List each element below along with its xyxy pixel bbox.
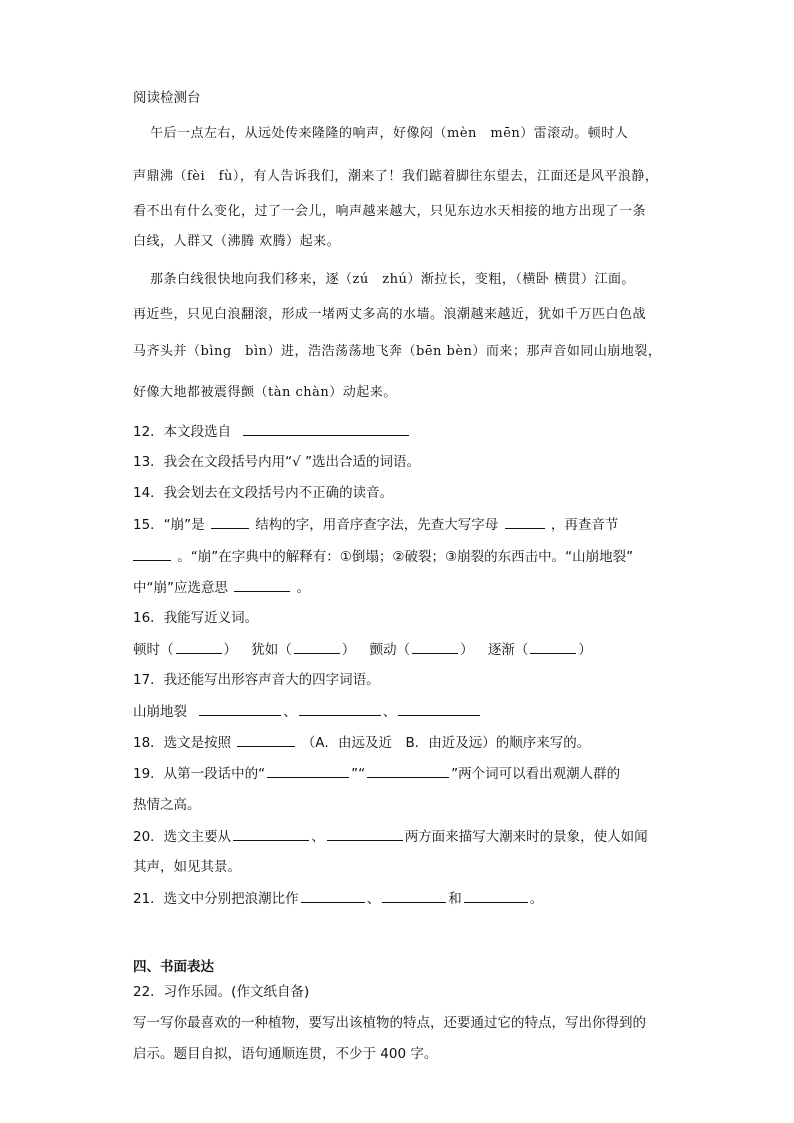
q18-part-a: 18．选文是按照 (133, 735, 232, 751)
q19-part-c: ”两个词可以看出观潮人群的 (451, 766, 621, 782)
answer-blank-15-meaning[interactable] (234, 577, 290, 592)
answer-blank-19-2[interactable] (367, 763, 449, 778)
question-22: 22．习作乐园。(作文纸自备) (133, 984, 310, 1000)
q15-part-f: 。 (296, 580, 311, 596)
q20-part-c: 两方面来描写大潮来时的景象，使人如闻 (404, 829, 648, 845)
question-21 (133, 888, 543, 909)
question-16-items (133, 639, 592, 660)
q20-part-b: 、 (311, 829, 325, 845)
q17-example-word: 山崩地裂 (133, 704, 187, 720)
q15-part-d: 。“崩”在字典中的解释有：①倒塌；②破裂；③崩裂的东西击中。“山崩地裂” (177, 549, 634, 565)
passage-line-5: 那条白线很快地向我们移来，逐（zú zhú）渐拉长，变粗，（横卧 横贯）江面。 (150, 272, 635, 287)
section-4-title: 四、书面表达 (133, 959, 214, 975)
passage-line-2: 声鼎沸（fèi fù），有人告诉我们，潮来了！我们踮着脚往东望去，江面还是风平浪静， (133, 169, 659, 184)
q15-part-e: 中“崩”应选意思 (133, 580, 228, 596)
passage-line-4: 白线，人群又（沸腾 欢腾）起来。 (133, 234, 341, 249)
q21-part-a: 21．选文中分别把浪潮比作 (133, 891, 299, 907)
answer-blank-21-3[interactable] (464, 888, 528, 903)
synonym-blank-1[interactable] (176, 639, 222, 654)
synonym-label-1: 顿时（ (133, 642, 174, 658)
q18-part-b: （A．由远及近 B．由近及远）的顺序来写的。 (301, 735, 591, 751)
answer-blank-15-letter[interactable] (505, 514, 545, 529)
q15-part-a: 15．“崩”是 (133, 517, 205, 533)
synonym-label-2: 犹如（ (251, 642, 292, 658)
q17-sep-1: 、 (283, 704, 297, 720)
answer-blank-20-1[interactable] (233, 826, 309, 841)
question-22-requirement-1: 写一写你最喜欢的一种植物，要写出该植物的特点，还要通过它的特点，写出你得到的 (133, 1015, 646, 1031)
q19-part-a: 19．从第一段话中的“ (133, 766, 266, 782)
synonym-blank-4[interactable] (530, 639, 576, 654)
question-15 (133, 514, 618, 535)
q15-part-b: 结构的字，用音序查字法，先查大写字母 (255, 517, 499, 533)
passage-line-8: 好像大地都被震得颤（tàn chàn）动起来。 (133, 385, 397, 400)
question-19 (133, 763, 620, 784)
q17-sep-2: 、 (382, 704, 397, 720)
synonym-blank-3[interactable] (412, 639, 458, 654)
passage-line-3: 看不出有什么变化，过了一会儿，响声越来越大，只见东边水天相接的地方出现了一条 (133, 204, 647, 219)
q15-part-c: ，再查音节 (550, 517, 619, 533)
answer-blank-21-1[interactable] (301, 888, 365, 903)
q20-part-a: 20．选文主要从 (133, 829, 232, 845)
q21-part-b: 、 (366, 891, 381, 907)
answer-blank-20-2[interactable] (327, 826, 403, 841)
answer-blank-15-syllable[interactable] (133, 546, 171, 561)
answer-blank-21-2[interactable] (382, 888, 446, 903)
synonym-label-4: 逐渐（ (487, 642, 529, 658)
answer-blank-15-structure[interactable] (211, 514, 249, 529)
passage-line-6: 再近些，只见白浪翻滚，形成一堵两丈多高的水墙。浪潮越来越近，犹如千万匹白色战 (133, 307, 647, 322)
question-20 (133, 826, 648, 847)
question-17-items (133, 701, 482, 722)
synonym-label-3: 颤动（ (369, 642, 411, 658)
question-15-line2 (133, 546, 633, 567)
answer-blank-17-3[interactable] (398, 701, 480, 716)
passage-line-7: 马齐头并（bìng bìn）进，浩浩荡荡地飞奔（bēn bèn）而来；那声音如同山崩地裂， (133, 344, 662, 359)
question-16: 16．我能写近义词。 (133, 610, 259, 626)
q21-part-d: 。 (529, 891, 544, 907)
synonym-close-3: ） (460, 642, 474, 658)
answer-blank-17-2[interactable] (299, 701, 381, 716)
question-13: 13．我会在文段括号内用“√ ”选出合适的词语。 (133, 454, 421, 470)
question-12-text: 12．本文段选自 (133, 424, 232, 440)
answer-blank-19-1[interactable] (267, 763, 349, 778)
question-12 (133, 421, 411, 442)
q21-part-c: 和 (448, 891, 462, 907)
section-title: 阅读检测台 (133, 90, 201, 106)
question-19-line2: 热情之高。 (133, 797, 201, 813)
synonym-close-2: ） (341, 642, 356, 658)
synonym-blank-2[interactable] (294, 639, 340, 654)
question-18 (133, 732, 590, 753)
answer-blank-17-1[interactable] (199, 701, 281, 716)
answer-blank-12[interactable] (243, 421, 409, 436)
synonym-close-1: ） (223, 642, 237, 658)
passage-line-1: 午后一点左右，从远处传来隆隆的响声，好像闷（mèn mēn）雷滚动。顿时人 (150, 126, 629, 141)
question-14: 14．我会划去在文段括号内不正确的读音。 (133, 485, 394, 501)
synonym-close-4: ） (578, 642, 592, 658)
question-22-requirement-2: 启示。题目自拟，语句通顺连贯，不少于 400 字。 (133, 1046, 438, 1062)
question-17: 17．我还能写出形容声音大的四字词语。 (133, 672, 380, 688)
q19-part-b: ”“ (351, 766, 366, 782)
question-15-line3 (133, 577, 310, 598)
answer-blank-18[interactable] (237, 732, 295, 747)
question-20-line2: 其声，如见其景。 (133, 859, 241, 875)
